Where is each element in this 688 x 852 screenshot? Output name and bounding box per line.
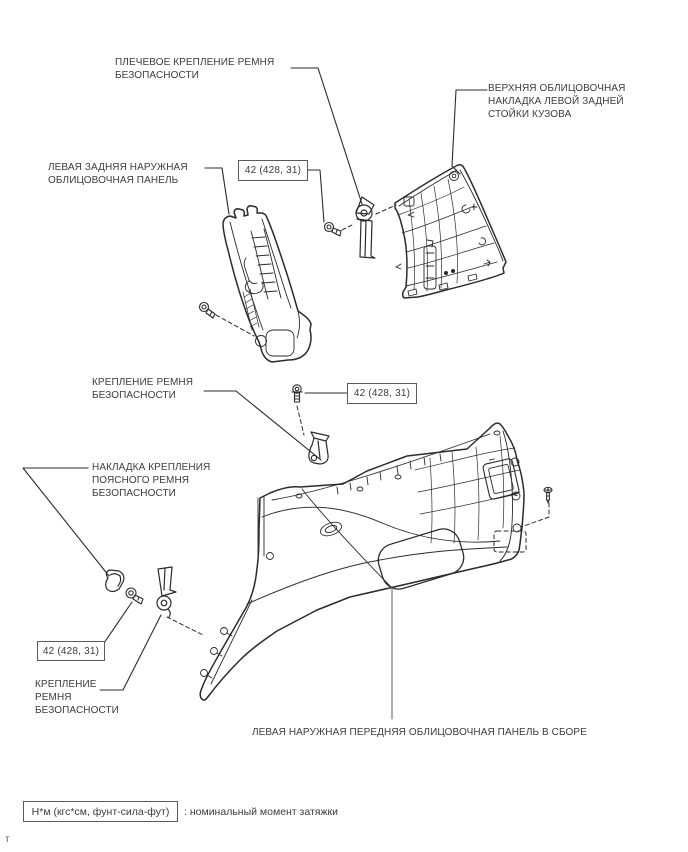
anchor-cap-icon <box>106 570 124 592</box>
screw-icon <box>544 487 552 503</box>
callout-line: ЛЕВАЯ ЗАДНЯЯ НАРУЖНАЯ <box>48 162 188 173</box>
callout-rear-outer-panel <box>48 162 188 188</box>
lap-belt-parts-drawing <box>106 567 176 617</box>
callout-shoulder-belt-anchor <box>115 57 274 83</box>
callout-line: ВЕРХНЯЯ ОБЛИЦОВОЧНАЯ <box>488 83 626 94</box>
callout-line: ПЛЕЧЕВОЕ КРЕПЛЕНИЕ РЕМНЯ <box>115 57 275 68</box>
upper-pillar-garnish-drawing <box>395 165 506 298</box>
callout-line: КРЕПЛЕНИЕ РЕМНЯ <box>92 377 194 388</box>
torque-value: 42 (428, 31) <box>244 165 302 176</box>
torque-unit-box: Н*м (кгс*см, фунт-сила-фут) <box>23 801 178 822</box>
torque-legend-description: : номинальный момент затяжки <box>184 805 338 818</box>
callout-line: БЕЗОПАСНОСТИ <box>92 389 176 401</box>
callout-line: ОБЛИЦОВОЧНАЯ ПАНЕЛЬ <box>48 174 179 186</box>
torque-value: 42 (428, 31) <box>353 388 411 399</box>
callout-line: БЕЗОПАСНОСТИ <box>35 704 119 716</box>
belt-anchor-icon <box>157 567 176 617</box>
torque-spec-box <box>238 160 308 181</box>
torque-legend <box>23 801 338 822</box>
page-marker: т <box>5 834 10 845</box>
callout-belt-anchor-mid <box>92 377 193 403</box>
callout-line: КРЕПЛЕНИЕ <box>35 679 97 690</box>
callout-line: БЕЗОПАСНОСТИ <box>115 69 199 81</box>
callout-line: СТОЙКИ КУЗОВА <box>488 108 572 120</box>
shoulder-belt-anchor-drawing <box>325 197 376 258</box>
torque-value: 42 (428, 31) <box>42 645 100 657</box>
callout-line: ПОЯСНОГО РЕМНЯ <box>92 474 190 486</box>
bolt-icon <box>325 223 342 237</box>
callout-line: БЕЗОПАСНОСТИ <box>92 487 176 499</box>
left-rear-pillar-trim-drawing <box>200 206 312 362</box>
callout-line: НАКЛАДКА КРЕПЛЕНИЯ <box>92 462 211 473</box>
callout-line: ЛЕВАЯ НАРУЖНАЯ ПЕРЕДНЯЯ ОБЛИЦОВОЧНАЯ ПАНЕЛЬ В СБОРЕ <box>252 727 587 738</box>
bolt-icon <box>292 385 302 402</box>
callout-line: РЕМНЯ <box>35 691 72 703</box>
callout-lap-belt-cover <box>92 462 210 500</box>
callout-front-panel-assembly <box>252 727 587 740</box>
callout-belt-anchor-lower <box>35 679 119 717</box>
torque-spec-box <box>347 383 417 404</box>
assembly-dashed-lines <box>167 205 549 635</box>
bolt-icon <box>126 588 143 604</box>
callout-line: НАКЛАДКА ЛЕВОЙ ЗАДНЕЙ <box>488 95 624 107</box>
callout-upper-pillar-garnish <box>488 83 625 121</box>
front-outer-panel-drawing <box>200 423 552 700</box>
torque-spec-box <box>37 641 105 661</box>
bolt-icon <box>200 303 216 319</box>
